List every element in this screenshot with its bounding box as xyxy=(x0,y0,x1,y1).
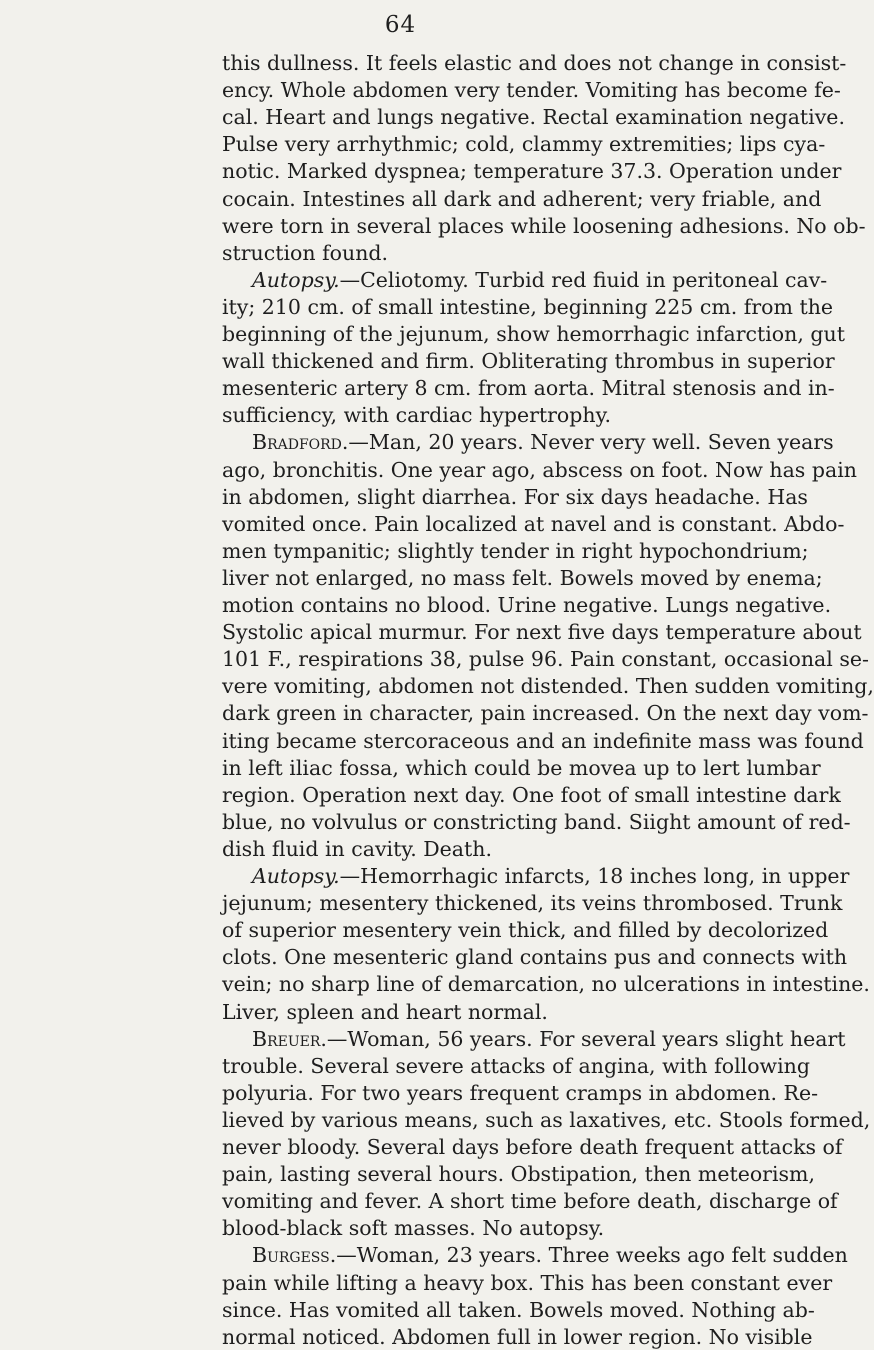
text-line xyxy=(222,1324,813,1350)
text-line xyxy=(222,1161,815,1187)
text-line xyxy=(222,592,832,618)
text-line xyxy=(222,944,848,970)
text-line xyxy=(252,1026,846,1052)
text-line xyxy=(222,565,823,591)
text-line xyxy=(222,1053,810,1079)
line-text: vere vomiting, abdomen not distended. Then sudden vomiting, xyxy=(222,674,874,699)
text-line xyxy=(222,213,866,239)
text-line xyxy=(222,104,845,130)
line-text: —Celiotomy. Turbid red fiuid in peritoneal cav- xyxy=(339,267,828,292)
text-line xyxy=(222,1107,871,1133)
text-line xyxy=(222,728,864,754)
line-text: —Hemorrhagic infarcts, 18 inches long, in upper xyxy=(339,864,850,888)
case-name: Burgess. xyxy=(252,1243,337,1268)
line-text: clots. One mesenteric gland contains pus and connects with xyxy=(222,945,848,970)
text-line xyxy=(222,999,772,1025)
italic-heading: Autopsy. xyxy=(252,267,340,292)
line-text: normal noticed. Abdomen full in lower region. No visible xyxy=(222,1324,813,1349)
line-text: —Man, 20 years. Never very well. Seven years xyxy=(348,430,834,455)
line-text: —Woman, 23 years. Three weeks ago felt sudden xyxy=(336,1243,848,1268)
line-text: —Woman, 56 years. For several years slight heart xyxy=(326,1026,846,1051)
text-line xyxy=(222,890,843,916)
line-text: Pulse very arrhythmic; cold, clammy extremities; lips cya- xyxy=(222,132,826,157)
text-line xyxy=(222,619,862,645)
line-text: vomiting and fever. A short time before death, discharge of xyxy=(222,1189,838,1214)
line-text: jejunum; mesentery thickened, its veins thrombosed. Trunk xyxy=(222,891,843,916)
line-text: mesenteric artery 8 cm. from aorta. Mitral stenosis and in- xyxy=(222,376,835,401)
line-text: trouble. Several severe attacks of angina, with following xyxy=(222,1053,810,1078)
case-name: Bradford. xyxy=(252,430,349,455)
line-text: motion contains no blood. Urine negative. Lungs negative. xyxy=(222,593,832,617)
line-text: dish fluid in cavity. Death. xyxy=(222,836,492,861)
italic-heading: Autopsy. xyxy=(252,864,340,888)
text-line xyxy=(222,158,842,184)
text-line xyxy=(222,1270,833,1296)
text-line xyxy=(252,429,834,455)
text-line xyxy=(222,971,870,997)
line-text: region. Operation next day. One foot of small intestine dark xyxy=(222,782,841,807)
line-text: cal. Heart and lungs negative. Rectal examination negative. xyxy=(222,105,845,130)
text-line xyxy=(222,1134,843,1160)
text-line xyxy=(222,348,835,374)
line-text: blood-black soft masses. No autopsy. xyxy=(222,1216,605,1241)
line-text: pain while lifting a heavy box. This has been constant ever xyxy=(222,1270,833,1295)
text-line xyxy=(222,321,845,347)
line-text: were torn in several places while loosening adhesions. No ob- xyxy=(222,213,866,238)
line-text: polyuria. For two years frequent cramps in abdomen. Re- xyxy=(222,1080,819,1105)
text-line xyxy=(252,1242,848,1268)
text-line xyxy=(252,267,828,293)
line-text: ency. Whole abdomen very tender. Vomiting has become fe- xyxy=(222,78,841,103)
line-text: Systolic apical murmur. For next five days temperature about xyxy=(222,620,862,645)
text-line xyxy=(222,402,772,428)
line-text: 101 F., respirations 38, pulse 96. Pain constant, occasional se- xyxy=(222,647,869,672)
line-text: pain, lasting several hours. Obstipation, then meteorism, xyxy=(222,1162,815,1187)
text-line xyxy=(222,782,841,808)
line-text: ity; 210 cm. of small intestine, beginning 225 cm. from the xyxy=(222,294,834,319)
text-line xyxy=(222,77,841,103)
text-line xyxy=(222,755,821,781)
case-name: Breuer. xyxy=(252,1026,327,1051)
line-text: in abdomen, slight diarrhea. For six days headache. Has xyxy=(222,484,808,509)
line-text: ago, bronchitis. One year ago, abscess on foot. Now has pain xyxy=(222,457,857,482)
line-text: never bloody. Several days before death frequent attacks of xyxy=(222,1135,843,1159)
line-text: wall thickened and firm. Obliterating thrombus in superior xyxy=(222,349,835,374)
line-text: vein; no sharp line of demarcation, no ulcerations in intestine. xyxy=(222,972,870,997)
line-text: since. Has vomited all taken. Bowels moved. Nothing ab- xyxy=(222,1297,815,1322)
text-line xyxy=(222,186,822,212)
line-text: liver not enlarged, no mass felt. Bowels moved by enema; xyxy=(222,565,823,590)
line-text: lieved by various means, such as laxatives, etc. Stools formed, xyxy=(222,1107,871,1132)
page-number: 64 xyxy=(384,12,417,38)
text-line xyxy=(222,511,845,537)
text-line xyxy=(252,863,850,889)
line-text: in left iliac fossa, which could be movea up to lert lumbar xyxy=(222,755,821,780)
line-text: beginning of the jejunum, show hemorrhagic infarction, gut xyxy=(222,322,845,346)
text-line xyxy=(222,1297,815,1323)
line-text: blue, no volvulus or constricting band. Siight amount of red- xyxy=(222,809,851,834)
text-line xyxy=(222,50,847,76)
text-line xyxy=(222,1188,838,1214)
line-text: dark green in character, pain increased. On the next day vom- xyxy=(222,701,869,726)
text-line xyxy=(222,917,829,943)
line-text: struction found. xyxy=(222,240,389,265)
line-text: men tympanitic; slightly tender in right hypochondrium; xyxy=(222,538,809,563)
text-line xyxy=(222,294,834,320)
line-text: iting became stercoraceous and an indefinite mass was found xyxy=(222,728,864,753)
text-line xyxy=(222,836,772,862)
text-line xyxy=(222,375,835,401)
line-text: vomited once. Pain localized at navel and is constant. Abdo- xyxy=(222,511,845,536)
line-text: notic. Marked dyspnea; temperature 37.3. Operation under xyxy=(222,159,842,184)
line-text: of superior mesentery vein thick, and filled by decolorized xyxy=(222,918,829,943)
text-line xyxy=(222,457,857,483)
line-text: this dullness. It feels elastic and does not change in consist- xyxy=(222,51,847,75)
text-line xyxy=(222,673,874,699)
line-text: Liver, spleen and heart normal. xyxy=(222,999,548,1024)
text-line xyxy=(222,646,869,672)
text-line xyxy=(222,240,772,266)
text-line xyxy=(222,1080,819,1106)
line-text: cocain. Intestines all dark and adherent; very friable, and xyxy=(222,186,822,211)
text-line xyxy=(222,484,808,510)
text-line xyxy=(222,1215,772,1241)
line-text: sufficiency, with cardiac hypertrophy. xyxy=(222,403,611,428)
text-line xyxy=(222,538,809,564)
text-line xyxy=(222,809,851,835)
text-line xyxy=(222,700,869,726)
text-line xyxy=(222,131,826,157)
